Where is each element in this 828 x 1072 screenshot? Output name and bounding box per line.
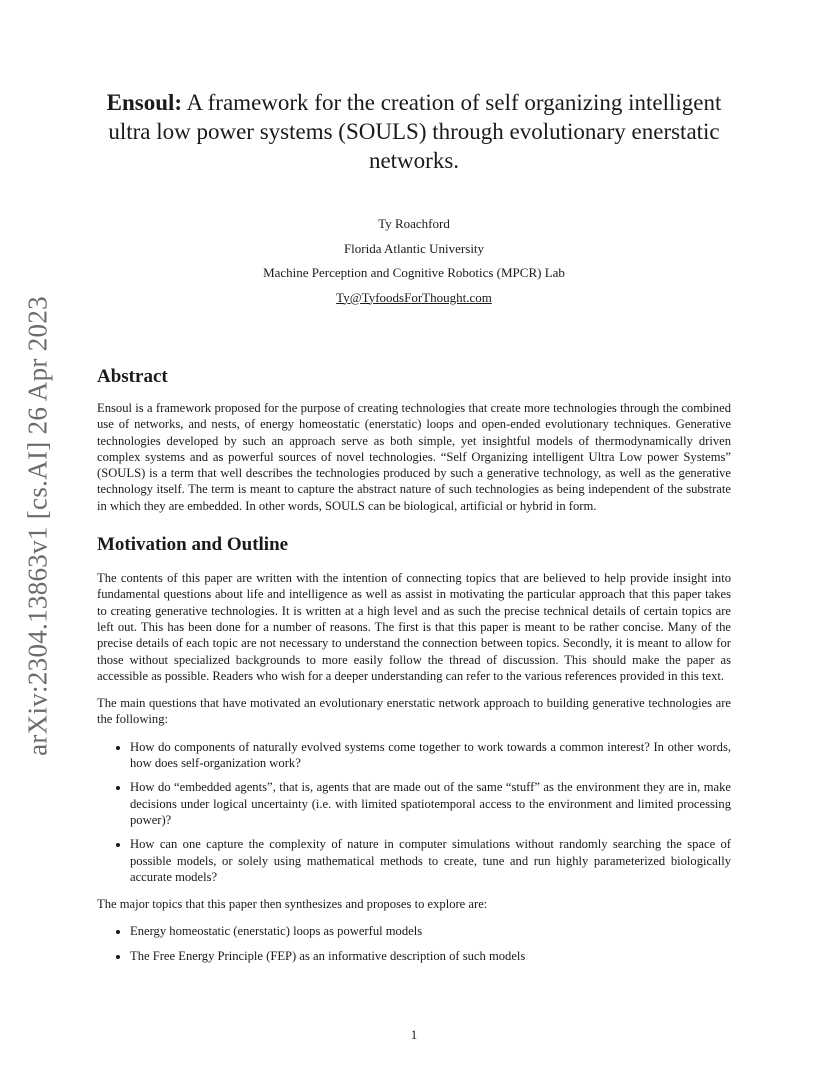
author-name: Ty Roachford [378, 216, 450, 231]
author-block [97, 212, 731, 310]
title-rest: A framework for the creation of self organizing intelligent ultra low power systems (SOULS) through evolutionary enerstatic networks. [108, 90, 722, 173]
motivation-paragraph-2: The main questions that have motivated an evolutionary enerstatic network approach to building generative technologies are the following: [97, 696, 731, 727]
list-item: • The Free Energy Principle (FEP) as an informative description of such models [130, 948, 731, 964]
author-lab: Machine Perception and Cognitive Robotics (MPCR) Lab [263, 265, 565, 280]
paper-body [97, 88, 731, 975]
list-item: • Energy homeostatic (enerstatic) loops as powerful models [130, 923, 731, 939]
abstract-heading: Abstract [97, 366, 168, 387]
author-email-link[interactable]: Ty@TyfoodsForThought.com [336, 289, 492, 305]
topics-list [97, 923, 731, 964]
title-bold: Ensoul: [106, 90, 183, 115]
list-item: • How do components of naturally evolved systems come together to work towards a common interest? In other words, how does self-organization work? [130, 739, 731, 772]
paper-title [97, 88, 731, 175]
questions-list [97, 739, 731, 885]
arxiv-identifier: arXiv:2304.13863v1 [cs.AI] 26 Apr 2023 [22, 296, 53, 756]
author-affiliation: Florida Atlantic University [343, 240, 485, 256]
list-item: • How can one capture the complexity of nature in computer simulations without randomly searching the space of possible models, or solely using mathematical methods to create, tune and run highly parameterized biologically accurate models? [130, 836, 731, 885]
abstract-text: Ensoul is a framework proposed for the purpose of creating technologies that create more technologies through the combined use of networks, and nests, of energy homeostatic (enerstatic) loops and open-ended evolutionary techniques. Generative technologies developed by such an approach serve as both simple, yet insightful models of thermodynamically driven complex systems and as powerful sources of novel technologies. “Self Organizing intelligent Ultra Low power Systems” (SOULS) is a term that well describes the technologies produced by such a generative technology, as well as the generative technology itself. The term is meant to capture the abstract nature of such technologies as being independent of the substrate in which they are embedded. In other words, SOULS can be biological, artificial or hybrid in form. [97, 401, 731, 513]
motivation-paragraph-3: The major topics that this paper then synthesizes and proposes to explore are: [97, 897, 488, 912]
motivation-heading: Motivation and Outline [97, 534, 289, 556]
list-item: • How do “embedded agents”, that is, agents that are made out of the same “stuff” as the environment they are in, make decisions under logical uncertainty (i.e. with limited spatiotemporal access to the environment and limited processing power)? [130, 779, 731, 828]
page-number: 1 [410, 1027, 418, 1042]
motivation-paragraph-1: The contents of this paper are written with the intention of connecting topics that are believed to help provide insight into fundamental questions about life and intelligence as well as assist in motivating the particular approach that this paper takes to creating generative technologies. It is written at a high level and as such the precise technical details of certain topics are left out. This has been done for a number of reasons. The first is that this paper is meant to be rather concise. Many of the precise details of each topic are not necessary to understand the connection between topics. Secondly, it is meant to allow for those without specialized backgrounds to more easily follow the thread of discussion. This should make the paper as accessible as possible. Readers who wish for a deeper understanding can refer to the various references provided in this text. [97, 571, 731, 683]
